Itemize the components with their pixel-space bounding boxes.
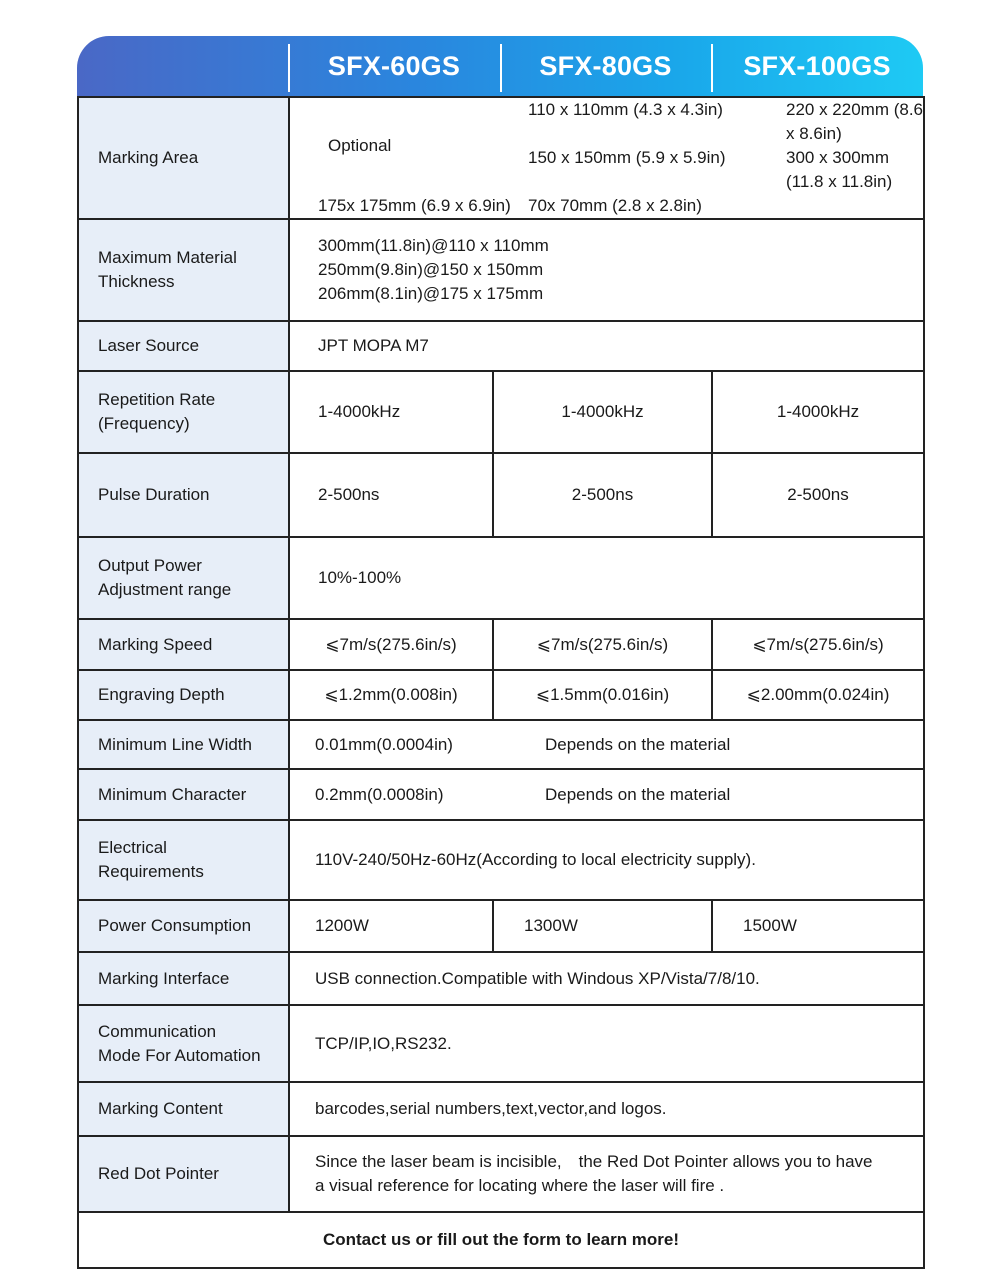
marking-area-size: 300 x 300mm (11.8 x 11.8in) (786, 148, 893, 191)
row-marking-speed (78, 619, 924, 670)
value-power-60gs: 1200W (289, 900, 493, 952)
row-output-power (78, 537, 924, 619)
thickness-value: 206mm(8.1in)@175 x 175mm (318, 284, 544, 303)
marking-area-size: 70x 70mm (2.8 x 2.8in) (528, 196, 702, 215)
label-marking-content: Marking Content (78, 1082, 289, 1136)
thickness-value: 300mm(11.8in)@110 x 110mm (318, 236, 549, 255)
value-rep-rate-80gs: 1-4000kHz (493, 371, 712, 453)
label-marking-speed: Marking Speed (78, 619, 289, 670)
value-output-power: 10%-100% (289, 537, 924, 619)
label-output-power (78, 537, 289, 619)
row-laser-source (78, 321, 924, 371)
row-power-consumption (78, 900, 924, 952)
label-marking-interface: Marking Interface (78, 952, 289, 1005)
value-marking-interface: USB connection.Compatible with Windous XP/Vista/7/8/10. (289, 952, 924, 1005)
value-pulse-60gs: 2-500ns (289, 453, 493, 537)
label-line: (Frequency) (98, 414, 190, 433)
model-header (77, 36, 923, 96)
row-red-dot (78, 1136, 924, 1212)
label-electrical (78, 820, 289, 900)
value-red-dot (289, 1136, 924, 1212)
row-marking-interface (78, 952, 924, 1005)
label-line: Thickness (98, 272, 175, 291)
row-engraving-depth (78, 670, 924, 720)
marking-area-size: 220 x 220mm (8.6 x 8.6in) (786, 100, 924, 143)
label-pulse-duration: Pulse Duration (78, 453, 289, 537)
value-power-100gs: 1500W (712, 900, 924, 952)
marking-area-size: 150 x 150mm (5.9 x 5.9in) (528, 148, 726, 167)
spec-table (77, 96, 925, 1269)
value-rep-rate-60gs: 1-4000kHz (289, 371, 493, 453)
label-max-thickness (78, 219, 289, 321)
value-pulse-80gs: 2-500ns (493, 453, 712, 537)
value-speed-80gs: ⩽7m/s(275.6in/s) (493, 619, 712, 670)
label-power-consumption: Power Consumption (78, 900, 289, 952)
row-min-character (78, 769, 924, 820)
model-sfx-60gs: SFX-60GS (288, 40, 500, 92)
label-line: Communication (98, 1021, 217, 1041)
row-pulse-duration (78, 453, 924, 537)
value-min-character (289, 769, 924, 820)
red-dot-line: a visual reference for locating where the laser will fire . (315, 1176, 725, 1195)
min-line-width-value: 0.01mm(0.0004in) (315, 734, 453, 754)
value-pulse-100gs: 2-500ns (712, 453, 924, 537)
min-character-value: 0.2mm(0.0008in) (315, 784, 444, 804)
label-line: Electrical (98, 838, 167, 857)
label-min-line-width: Minimum Line Width (78, 720, 289, 769)
red-dot-line: Since the laser beam is incisible, the Red Dot Pointer allows you to have (315, 1152, 873, 1171)
label-line: Output Power (98, 556, 202, 575)
value-marking-content: barcodes,serial numbers,text,vector,and logos. (289, 1082, 924, 1136)
label-red-dot: Red Dot Pointer (78, 1136, 289, 1212)
row-communication (78, 1005, 924, 1082)
model-sfx-80gs: SFX-80GS (500, 40, 711, 92)
label-line: Repetition Rate (98, 390, 216, 409)
label-line: Adjustment range (98, 580, 232, 599)
label-min-character: Minimum Character (78, 769, 289, 820)
value-speed-60gs: ⩽7m/s(275.6in/s) (289, 619, 493, 670)
row-marking-area (78, 97, 924, 219)
value-max-thickness (289, 219, 924, 321)
marking-area-size: 110 x 110mm (4.3 x 4.3in) (528, 100, 723, 119)
label-communication (78, 1005, 289, 1082)
row-min-line-width (78, 720, 924, 769)
row-repetition-rate (78, 371, 924, 453)
marking-area-optional: Optional (328, 136, 392, 155)
value-laser-source: JPT MOPA M7 (289, 321, 924, 371)
value-depth-100gs: ⩽2.00mm(0.024in) (712, 670, 924, 720)
header-blank (77, 40, 288, 92)
row-marking-content (78, 1082, 924, 1136)
label-line: Requirements (98, 862, 204, 881)
value-electrical: 110V-240/50Hz-60Hz(According to local electricity supply). (289, 820, 924, 900)
row-electrical (78, 820, 924, 900)
value-min-line-width (289, 720, 924, 769)
value-marking-area (289, 97, 924, 219)
min-character-note: Depends on the material (545, 784, 731, 804)
row-max-thickness (78, 219, 924, 321)
label-engraving-depth: Engraving Depth (78, 670, 289, 720)
label-line: Mode For Automation (98, 1045, 261, 1065)
value-depth-80gs: ⩽1.5mm(0.016in) (493, 670, 712, 720)
value-depth-60gs: ⩽1.2mm(0.008in) (289, 670, 493, 720)
label-repetition-rate (78, 371, 289, 453)
label-laser-source: Laser Source (78, 321, 289, 371)
value-power-80gs: 1300W (493, 900, 712, 952)
min-line-width-note: Depends on the material (545, 734, 731, 754)
row-footer (78, 1212, 924, 1268)
label-line: Maximum Material (98, 248, 237, 267)
label-marking-area: Marking Area (78, 97, 289, 219)
marking-area-size: 175x 175mm (6.9 x 6.9in) (318, 196, 511, 215)
value-speed-100gs: ⩽7m/s(275.6in/s) (712, 619, 924, 670)
value-rep-rate-100gs: 1-4000kHz (712, 371, 924, 453)
value-communication: TCP/IP,IO,RS232. (289, 1005, 924, 1082)
spec-sheet (77, 36, 923, 1269)
thickness-value: 250mm(9.8in)@150 x 150mm (318, 260, 544, 279)
model-sfx-100gs: SFX-100GS (711, 40, 923, 92)
contact-cta[interactable]: Contact us or fill out the form to learn more! (78, 1212, 924, 1268)
